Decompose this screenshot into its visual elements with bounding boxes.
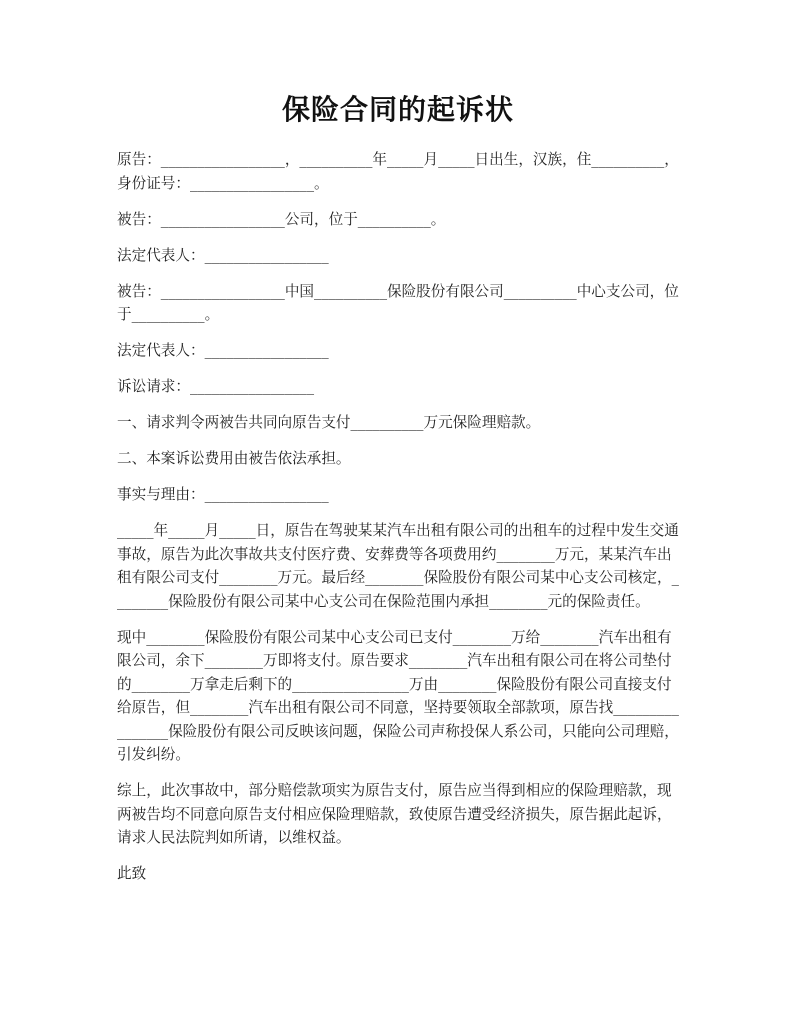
defendant-1-info: 被告：_________________公司，位于__________。 [117, 210, 446, 228]
document-title: 保险合同的起诉状 [281, 93, 514, 126]
facts-paragraph-2: 现中________保险股份有限公司某中心支公司已支付________万给________汽车出租有限公司，余下________万即将支付。原告要求________汽车出租有限公司在将公司垫付的________万拿走后剩下的________________万由________保险股份有限公司直接支付给原告，但________汽车出租有限公司不同意，坚持要领取全部款项，原告找________________保险股份有限公司反映该问题，保险公司声称投保人系公司，只能向公司理赔，引发纠纷。 [117, 628, 679, 763]
document-body [117, 148, 680, 898]
facts-paragraph-1: _____年_____月_____日，原告在驾驶某某汽车出租有限公司的出租车的过程中发生交通事故，原告为此次事故共支付医疗费、安葬费等各项费用约________万元，某某汽车出租有限公司支付________万元。最后经________保险股份有限公司某中心支公司核定，________保险股份有限公司某中心支公司在保险范围内承担________元的保险责任。 [117, 522, 679, 610]
conclusion-paragraph: 综上，此次事故中，部分赔偿款项实为原告支付，原告应当得到相应的保险理赔款，现两被告均不同意向原告支付相应保险理赔款，致使原告遭受经济损失，原告据此起诉，请求人民法院判如所请，以维权益。 [117, 782, 672, 846]
legal-representative-1: 法定代表人：_________________ [117, 246, 329, 264]
claim-2: 二、本案诉讼费用由被告依法承担。 [117, 450, 351, 467]
claims-heading: 诉讼请求：_________________ [117, 378, 315, 395]
plaintiff-info: 原告：_________________，__________年_____月_____日出生，汉族，住__________，身份证号：_________________。 [117, 151, 679, 192]
legal-representative-2: 法定代表人：_________________ [117, 342, 329, 359]
defendant-2-info: 被告：_________________中国__________保险股份有限公司__________中心支公司，位于__________。 [117, 282, 679, 323]
facts-heading: 事实与理由：_________________ [117, 486, 329, 503]
claim-1: 一、请求判令两被告共同向原告支付__________万元保险理赔款。 [117, 414, 541, 431]
closing-salutation: 此致 [117, 865, 147, 882]
